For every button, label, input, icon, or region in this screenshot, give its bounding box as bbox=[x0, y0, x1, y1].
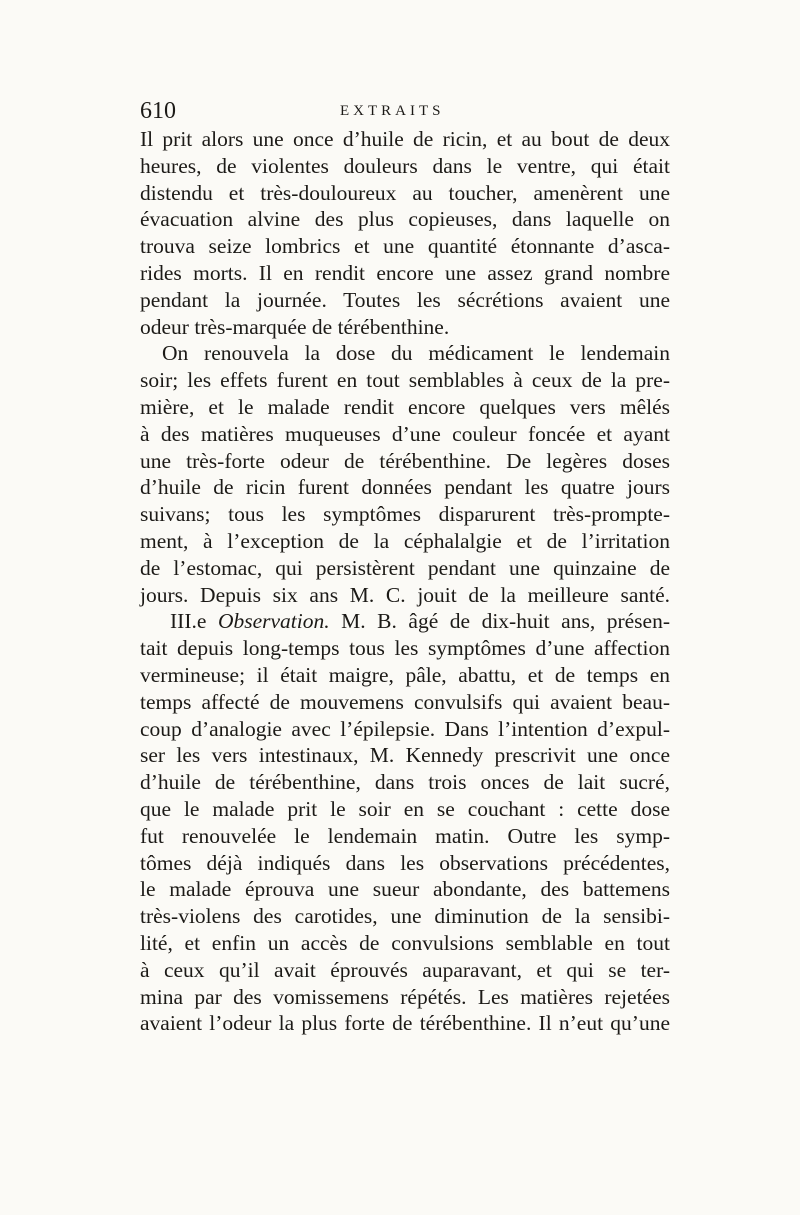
text-line: On renouvela la dose du médicament le lendemain bbox=[162, 341, 670, 366]
text-line: coup d’analogie avec l’épilepsie. Dans l’intention d’expul- bbox=[140, 716, 670, 741]
text-line: ser les vers intestinaux, M. Kennedy prescrivit une once bbox=[140, 743, 670, 768]
observation-number: III.e bbox=[170, 609, 207, 634]
text-line: évacuation alvine des plus copieuses, dans laquelle on bbox=[140, 207, 670, 232]
text-line: temps affecté de mouvemens convulsifs qui avaient beau- bbox=[140, 689, 670, 714]
text-line: avaient l’odeur la plus forte de térébenthine. Il n’eut qu’une bbox=[140, 1011, 670, 1036]
text-line: distendu et très-douloureux au toucher, amenèrent une bbox=[140, 180, 670, 205]
text-line: vermineuse; il était maigre, pâle, abattu, et de temps en bbox=[140, 662, 670, 687]
text-line: trouva seize lombrics et une quantité étonnante d’asca- bbox=[140, 234, 670, 259]
observation-title: Observation. bbox=[217, 609, 330, 634]
text-line: soir; les effets furent en tout semblables à ceux de la pre- bbox=[140, 368, 670, 393]
text-line: mina par des vomissemens répétés. Les matières rejetées bbox=[140, 984, 670, 1009]
body-text bbox=[140, 126, 670, 1037]
text-line: le malade éprouva une sueur abondante, des battemens bbox=[140, 877, 670, 902]
text-line: Il prit alors une once d’huile de ricin, et au bout de deux bbox=[140, 127, 670, 151]
text-line: que le malade prit le soir en se couchant : cette dose bbox=[140, 796, 670, 821]
text-line: une très-forte odeur de térébenthine. De legères doses bbox=[140, 448, 670, 473]
text-line: d’huile de térébenthine, dans trois onces de lait sucré, bbox=[140, 770, 670, 795]
text-line: odeur très-marquée de térébenthine. bbox=[140, 314, 450, 339]
text-line: à ceux qu’il avait éprouvés auparavant, et qui se ter- bbox=[140, 957, 670, 982]
text-line: à des matières muqueuses d’une couleur foncée et ayant bbox=[140, 421, 670, 446]
page-number: 610 bbox=[140, 98, 176, 124]
page-header bbox=[140, 96, 670, 126]
text-line: pendant la journée. Toutes les sécrétions avaient une bbox=[140, 287, 670, 312]
text-line: rides morts. Il en rendit encore une assez grand nombre bbox=[140, 260, 670, 285]
observation-heading-line bbox=[140, 608, 670, 635]
text-line: tait depuis long-temps tous les symptômes d’une affection bbox=[140, 636, 670, 661]
text-line: ment, à l’exception de la céphalalgie et de l’irritation bbox=[140, 528, 670, 553]
text-line: de l’estomac, qui persistèrent pendant une quinzaine de bbox=[140, 555, 670, 580]
text-line: heures, de violentes douleurs dans le ventre, qui était bbox=[140, 153, 670, 178]
text-line: mière, et le malade rendit encore quelques vers mêlés bbox=[140, 394, 670, 419]
running-head: EXTRAITS bbox=[340, 103, 445, 119]
text-line: lité, et enfin un accès de convulsions semblable en tout bbox=[140, 930, 670, 955]
text-line: jours. Depuis six ans M. C. jouit de la meilleure santé. bbox=[140, 582, 670, 607]
text-line: fut renouvelée le lendemain matin. Outre les symp- bbox=[140, 823, 670, 848]
observation-intro: M. B. âgé de dix-huit ans, présen- bbox=[341, 609, 671, 634]
text-line: d’huile de ricin furent données pendant les quatre jours bbox=[140, 475, 670, 500]
text-line: suivans; tous les symptômes disparurent très-prompte- bbox=[140, 502, 670, 527]
text-line: très-violens des carotides, une diminution de la sensibi- bbox=[140, 904, 670, 929]
text-line: tômes déjà indiqués dans les observations précédentes, bbox=[140, 850, 670, 875]
